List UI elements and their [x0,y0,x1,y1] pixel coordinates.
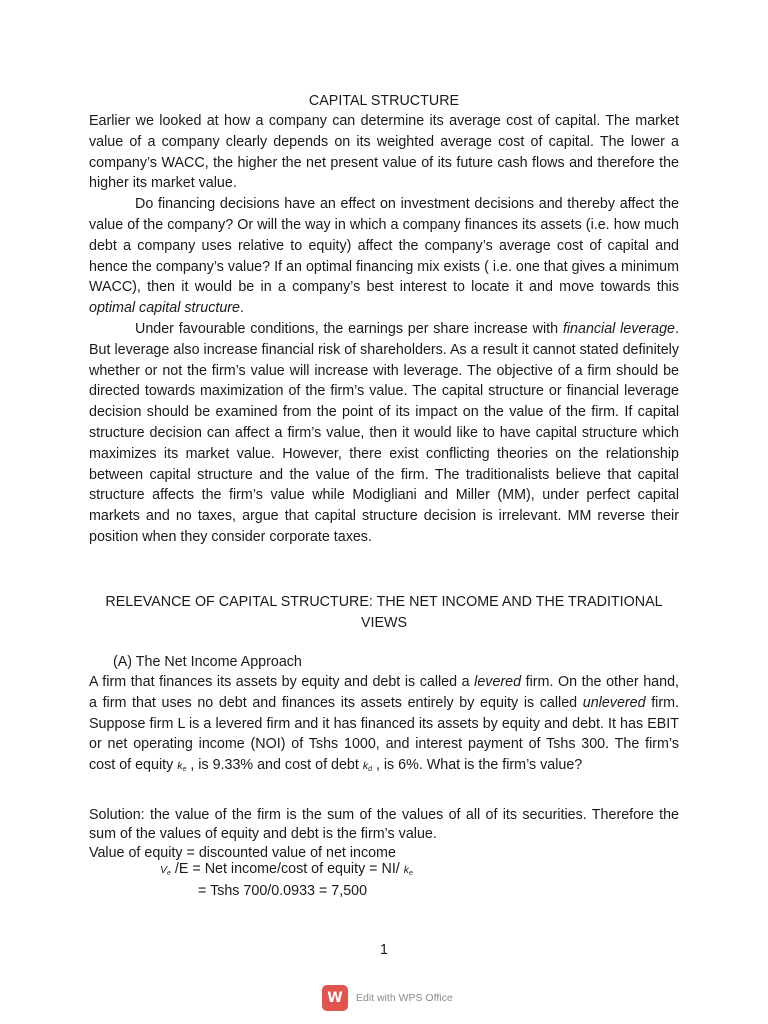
financial-leverage-term: financial leverage [562,320,676,337]
wps-office-watermark[interactable] [322,984,453,1012]
symbol-k: k [403,864,409,876]
solution-block [89,806,679,863]
symbol-subscript: e [409,870,413,877]
net-income-text-part: , is 9.33% and cost of debt [186,757,363,774]
net-income-text-part: A firm that finances its assets by equity and debt is called a [89,674,475,690]
paragraph-leverage-rest: . But leverage also increase financial risk of shareholders. As a result it cannot stated definitely whether or not the firm’s value will increase with leverage. The objective of a firm should be directed towards maximization of the firm’s value. The capital structure or financial leverage decision should be examined from the point of its impact on the value of the firm. If capital structure decision can affect a firm’s value, then it would like to have capital structure which maximizes its market value. However, there exist conflicting theories on the relationship between capital structure and the value of the firm. The traditionalists believe that capital structure affects the firm’s value while Modigliani and Miller (MM), under perfect capital markets and no taxes, argue that capital structure decision is irrelevant. MM reverse their position when they consider corporate taxes. [89,320,679,545]
formula-text: /E = Net income/cost of equity = NI/ [170,861,404,877]
paragraph-financing-text: Do financing decisions have an effect on investment decisions and thereby affect the value of the company? Or will the way in which a company finances its assets (i.e. how much debt a company uses relative to equity) affect the company’s average cost of capital and hence the company’s value? If an optimal financing mix exists ( i.e. one that gives a minimum WACC), then it would be in a company’s best interest to locate it and move towards this [89,196,679,296]
symbol-v: V [160,864,168,876]
solution-text: Solution: the value of the firm is the sum of the values of all of its securities. Therefore the sum of the values of equity and debt is the firm’s value. [89,807,679,842]
page-number: 1 [380,942,388,958]
paragraph-financing [89,194,679,319]
net-income-text-part: , is 6%. What is the firm’s value? [371,757,583,774]
symbol-subscript: d [368,766,372,774]
paragraph-intro: Earlier we looked at how a company can determine its average cost of capital. The market value of a company clearly depends on its weighted average cost of capital. The lower a company’s WACC, the higher the net present value of its future cash flows and therefore the higher its market value. [89,113,679,192]
levered-term: levered [474,674,522,690]
equity-formula [160,861,413,877]
paragraph-leverage-start: Under favourable conditions, the earnings per share increase with [135,320,563,337]
net-income-text-part: firm. On the other hand, a firm that uses no debt and finances its assets entirely by equity is called [89,674,679,711]
equity-calculation: = Tshs 700/0.0933 = 7,500 [198,883,368,899]
wps-logo-icon: W [322,985,348,1011]
symbol-k: k [362,760,369,773]
unlevered-term: unlevered [582,694,646,711]
section-heading: RELEVANCE OF CAPITAL STRUCTURE: THE NET INCOME AND THE TRADITIONAL VIEWS [105,594,663,631]
symbol-k: k [177,760,183,773]
wps-watermark-text: Edit with WPS Office [356,992,453,1004]
symbol-subscript: e [167,870,171,877]
paragraph-financing-end: . [239,300,244,317]
equity-value-symbol [160,864,171,876]
sub-heading-net-income: (A) The Net Income Approach [113,654,302,670]
optimal-capital-structure-term: optimal capital structure [89,300,240,317]
symbol-subscript: e [182,766,187,774]
value-of-equity-line: Value of equity = discounted value of net income [89,845,396,861]
cost-of-equity-symbol [404,864,413,876]
cost-of-debt-symbol [363,760,372,772]
net-income-text-part: firm. Suppose firm L is a levered firm and it has financed its assets by equity and debt. It has EBIT or net operating income (NOI) of Tshs 1000, and interest payment of Tshs 300. The firm’s cost of equity [89,694,680,774]
page-title: CAPITAL STRUCTURE [308,93,460,109]
paragraph-leverage [89,319,679,548]
net-income-paragraph [89,672,679,781]
cost-of-equity-symbol [177,760,186,772]
body-text-block [89,111,679,548]
net-income-text [89,672,679,781]
